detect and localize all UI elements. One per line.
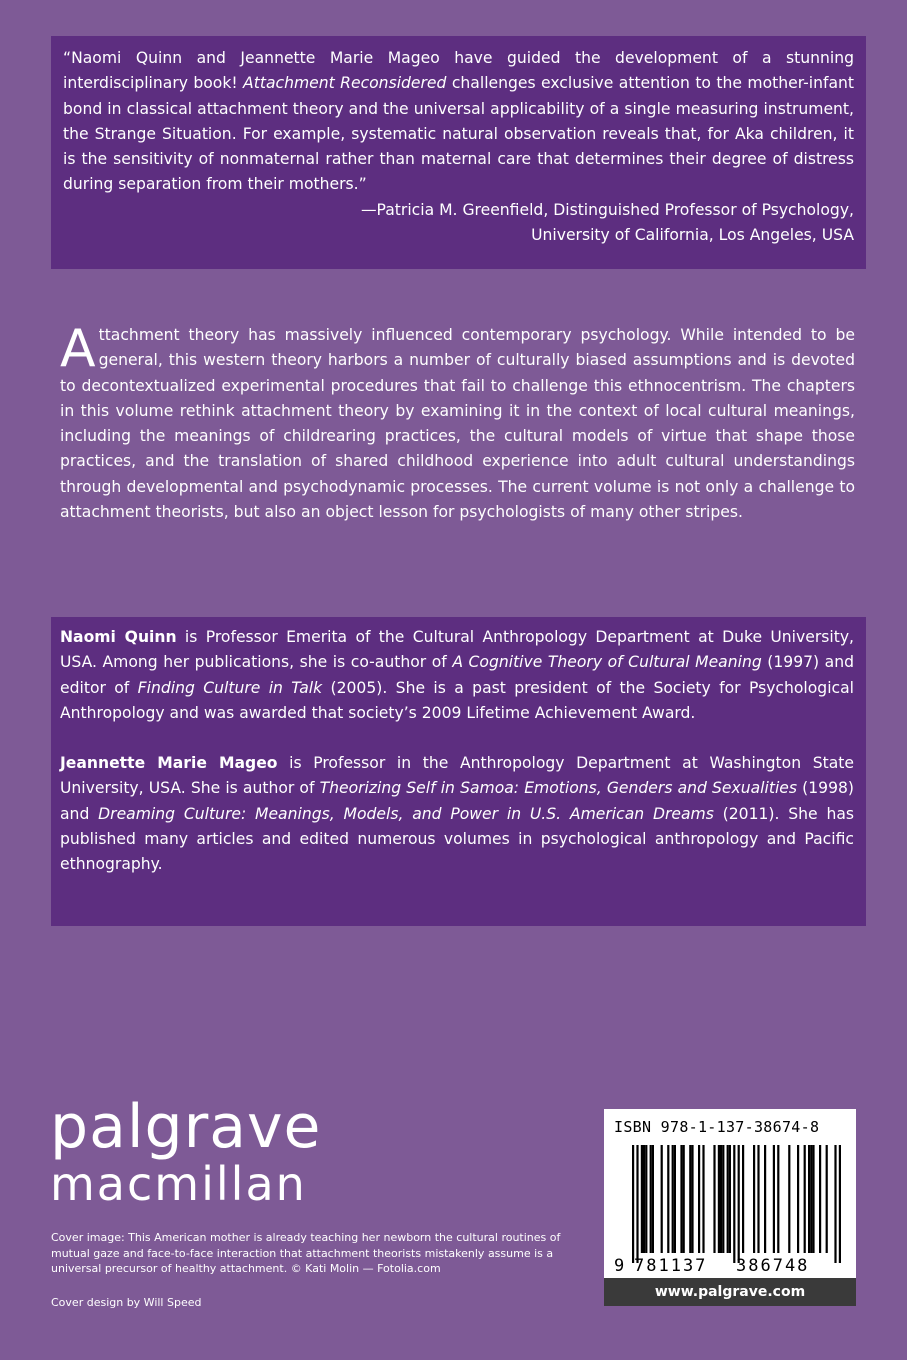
book-description [60, 319, 855, 525]
barcode-bar [810, 1145, 812, 1253]
publisher-logo [50, 1092, 322, 1211]
cover-image-credit: Cover image: This American mother is already teaching her newborn the cultural routines of mutual gaze and face-to-face interaction that attachment theorists mistakenly assume is a universal precursor of healthy attachment. © Kati Molin — Fotolia.com [51, 1231, 561, 1275]
barcode-bar [672, 1145, 674, 1253]
barcode-bar [674, 1145, 676, 1253]
bio-quinn [60, 625, 854, 726]
barcode-graphic [612, 1141, 848, 1276]
quote-text-after: challenges exclusive attention to the mother-infant bond in classical attachment theory and the universal applicability of a single measuring instrument, the Strange Situation. For example, systematic natural observation reveals that, for Aka children, it is the sensitivity of nonmaternal rather than maternal care that determines their degree of distress during separation from their mothers.” [63, 74, 854, 194]
barcode-bar [667, 1145, 669, 1253]
barcode-bar [742, 1145, 744, 1253]
bio-quinn-text3: (2005). She is a past president of the Society for Psychological Anthropology and was awarded that society’s 2009 Lifetime Achievement Award. [60, 678, 854, 722]
barcode-bar [720, 1145, 722, 1253]
quote-attribution-line1: —Patricia M. Greenfield, Distinguished Professor of Psychology, [360, 200, 854, 219]
endorsement-quote-box [51, 36, 866, 269]
bio-quinn-text1: is Professor Emerita of the Cultural Anthropology Department at Duke University, USA. Among her publications, she is co-author of [60, 628, 854, 672]
barcode-bar [727, 1145, 729, 1253]
description-text: ttachment theory has massively influenced contemporary psychology. While intended to be general, this western theory harbors a number of culturally biased assumptions and is devoted to decontextualized experimental procedures that fail to challenge this ethnocentrism. The chapters in this volume rethink attachment theory by examining it in the context of local cultural meanings, including the meanings of childrearing practices, the cultural models of virtue that shape those practices, and the translation of shared childhood experience into adult cultural understandings through developmental and psychodynamic processes. The current volume is not only a challenge to attachment theorists, but also an object lesson for psychologists of many other stripes. [60, 326, 855, 522]
barcode-bar [718, 1145, 720, 1253]
barcode-bar [643, 1145, 645, 1253]
bio-mageo-text2: (1998) and [60, 779, 854, 823]
bio-quinn-text2: (1997) and editor of [60, 653, 855, 697]
barcode-bar [689, 1145, 691, 1253]
author-name-quinn: Naomi Quinn [60, 628, 177, 646]
barcode-bar [650, 1145, 652, 1253]
barcode-digits-left: 781137 [634, 1256, 708, 1276]
barcode-bar [788, 1145, 790, 1253]
isbn-barcode-panel [604, 1109, 856, 1306]
bio-mageo-title1: Theorizing Self in Samoa: Emotions, Genders and Sexualities [319, 779, 798, 798]
quote-text-before: “Naomi Quinn and Jeannette Marie Mageo have guided the development of a stunning interdisciplinary book! [63, 49, 854, 93]
cover-design-credit: Cover design by Will Speed [51, 1296, 202, 1309]
barcode-bar [691, 1145, 693, 1253]
barcode-bar [713, 1145, 715, 1253]
barcode-bar [641, 1145, 643, 1253]
barcode-bar [777, 1145, 779, 1253]
endorsement-quote [63, 46, 854, 198]
barcode-bars [632, 1145, 841, 1263]
quote-attribution-line2: University of California, Los Angeles, USA [531, 226, 854, 245]
barcode-bar [632, 1145, 634, 1263]
drop-cap: A [60, 319, 96, 379]
barcode-bar [839, 1145, 841, 1263]
isbn-label: ISBN 978-1-137-38674-8 [614, 1118, 820, 1136]
logo-macmillan: macmillan [50, 1157, 307, 1211]
barcode-bar [738, 1145, 740, 1263]
author-bio-box [51, 617, 866, 926]
barcode-bar [797, 1145, 799, 1253]
barcode-bar [773, 1145, 775, 1253]
barcode-bar [729, 1145, 731, 1253]
barcode-bar [826, 1145, 828, 1253]
bio-mageo-text3: (2011). She has published many articles and edited numerous volumes in psychological anthropology and Pacific ethnography. [60, 804, 855, 874]
publisher-url[interactable]: www.palgrave.com [604, 1278, 856, 1306]
barcode-bar [812, 1145, 814, 1253]
barcode-bar [698, 1145, 700, 1253]
barcode-bar [683, 1145, 685, 1253]
barcode-bar [834, 1145, 836, 1263]
bio-mageo-text1: is Professor in the Anthropology Department at Washington State University, USA. She is author of [60, 754, 854, 798]
bio-mageo [60, 751, 854, 877]
barcode-bar [645, 1145, 647, 1253]
book-title: Attachment Reconsidered [243, 74, 447, 93]
bio-quinn-title1: A Cognitive Theory of Cultural Meaning [452, 653, 762, 672]
barcode-bar [680, 1145, 682, 1253]
barcode-digit-first: 9 [614, 1256, 625, 1276]
barcode-digits-right: 386748 [736, 1256, 810, 1276]
barcode-bar [661, 1145, 663, 1253]
barcode-bar [652, 1145, 654, 1253]
barcode-bar [753, 1145, 755, 1253]
barcode-bar [757, 1145, 759, 1253]
barcode-bar [733, 1145, 735, 1263]
bio-quinn-title2: Finding Culture in Talk [137, 678, 323, 697]
barcode-bar [804, 1145, 806, 1253]
barcode-bar [808, 1145, 810, 1253]
logo-palgrave: palgrave [50, 1092, 322, 1162]
bio-mageo-title2: Dreaming Culture: Meanings, Models, and Power in U.S. American Dreams [98, 804, 714, 823]
barcode-bar [764, 1145, 766, 1253]
barcode-bar [636, 1145, 638, 1263]
barcode-bar [819, 1145, 821, 1253]
author-name-mageo: Jeannette Marie Mageo [60, 754, 278, 773]
barcode-bar [702, 1145, 704, 1253]
barcode-bar [722, 1145, 724, 1253]
